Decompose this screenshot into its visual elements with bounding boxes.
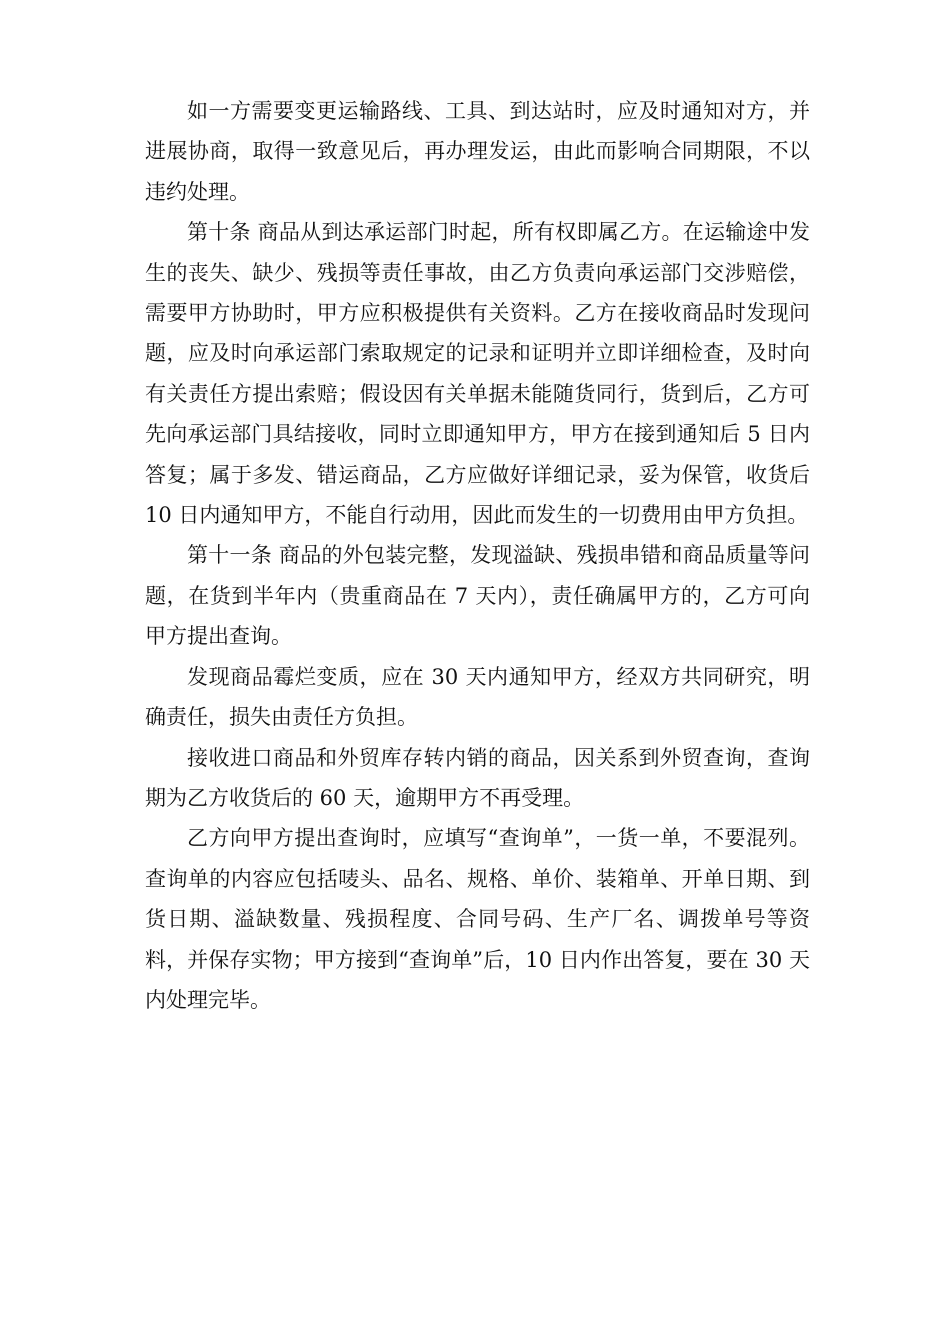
paragraph-route-change: 如一方需要变更运输路线、工具、到达站时，应及时通知对方，并进展协商，取得一致意见后，再办理发运，由此而影响合同期限，不以违约处理。 (145, 99, 810, 204)
paragraph-import-goods: 接收进口商品和外贸库存转内销的商品，因关系到外贸查询，查询期为乙方收货后的 60 天，逾期甲方不再受理。 (145, 745, 810, 810)
paragraph-spoilage: 发现商品霉烂变质，应在 30 天内通知甲方，经双方共同研究，明确责任，损失由责任方负担。 (145, 664, 810, 730)
paragraph-article-11: 第十一条 商品的外包装完整，发现溢缺、残损串错和商品质量等问题，在货到半年内（贵重商品在 7 天内），责任确属甲方的，乙方可向甲方提出查询。 (145, 543, 810, 649)
paragraph-article-10: 第十条 商品从到达承运部门时起，所有权即属乙方。在运输途中发生的丧失、缺少、残损等责任事故，由乙方负责向承运部门交涉赔偿，需要甲方协助时，甲方应积极提供有关资料。乙方在接收商品时发现问题，应及时向承运部门索取规定的记录和证明并立即详细检查，及时向有关责任方提出索赔；假设因有关单据未能随货同行，货到后，乙方可先向承运部门具结接收，同时立即通知甲方，甲方在接到通知后 5 日内答复；属于多发、错运商品，乙方应做好详细记录，妥为保管，收货后 10 日内通知甲方，不能自行动用，因此而发生的一切费用由甲方负担。 (145, 220, 810, 528)
document-body (145, 91, 810, 1020)
paragraph-inquiry-form: 乙方向甲方提出查询时，应填写“查询单”，一货一单，不要混列。查询单的内容应包括唛头、品名、规格、单价、装箱单、开单日期、到货日期、溢缺数量、残损程度、合同号码、生产厂名、调拨单号等资料，并保存实物；甲方接到“查询单”后，10 日内作出答复，要在 30 天内处理完毕。 (145, 826, 810, 1012)
